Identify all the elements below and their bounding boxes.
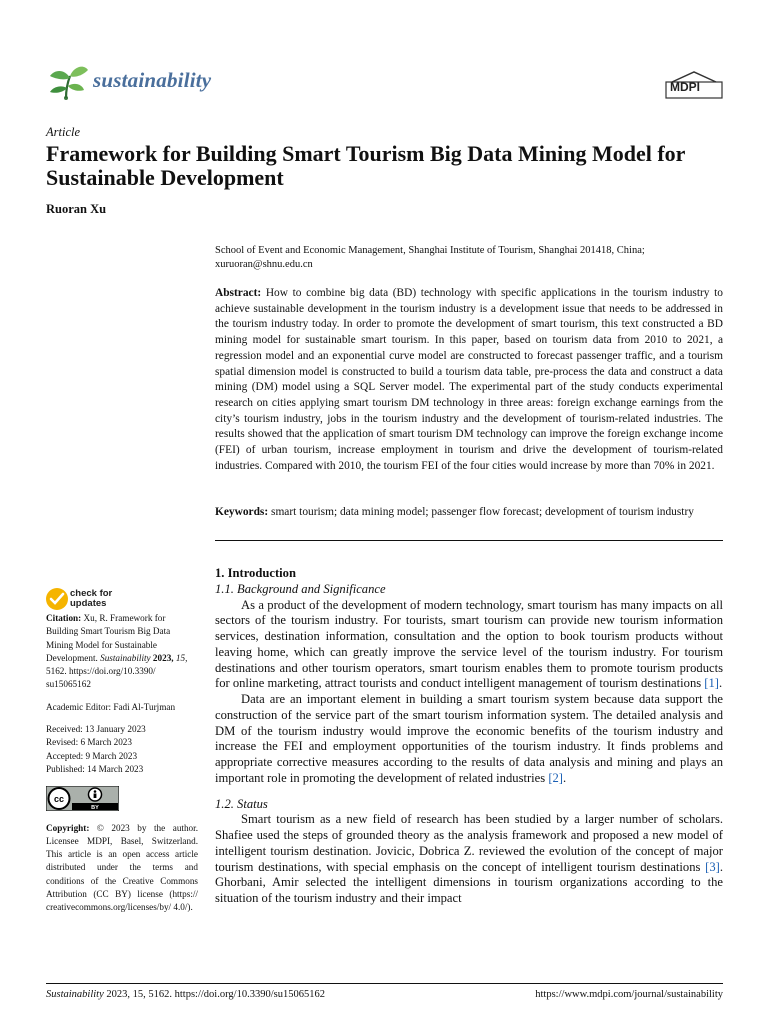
paragraph-text: . Ghorbani, Amir selected the intelligent dimensions in tourism organizations according to the situation of the tourism industry and their impact bbox=[215, 859, 723, 905]
citation-volume: 15, bbox=[175, 652, 188, 663]
footer-citation bbox=[46, 989, 325, 1000]
abstract-text: How to combine big data (BD) technology with specific applications in the tourism industry to achieve sustainable development in the tourism industry is a development issue that needs to be addressed in the tourism industry today. In order to promote the development of smart tourism, this text constructed a BD mining model for sustainable smart tourism. In this paper, based on tourism data from 2010 to 2021, a regression model and an exponential curve model are constructed to forecast passenger traffic, and a tourism spatial dimension model is constructed to build a tourism data table, pre-process the data and construct a data mining (DM) model using a SQL Server model. The experimental part of the study conducts experimental research on cities applying smart tourism DM technology in three areas: foreign exchange earnings from the city’s tourism industry, jobs in the tourism industry and the development of tourism-related industries. The results showed that the application of smart tourism DM technology can improve the foreign exchange income (FEI) of urban tourism, increase employment in tourism and drive the development of tourism-related industries. Compared with 2010, the tourism FEI of the four cities would increase by more than 70% in 2021. bbox=[215, 287, 723, 472]
journal-logo-icon bbox=[46, 62, 90, 102]
academic-editor: Academic Editor: Fadi Al-Turjman bbox=[46, 701, 176, 712]
article-type: Article bbox=[46, 125, 81, 139]
received-date: Received: 13 January 2023 bbox=[46, 724, 146, 735]
subsection-heading-background: 1.1. Background and Significance bbox=[215, 581, 386, 596]
article-info-sidebar bbox=[46, 612, 198, 915]
footer-journal-url[interactable]: https://www.mdpi.com/journal/sustainability bbox=[535, 989, 723, 1000]
copyright-notice bbox=[46, 822, 198, 915]
affiliation-line: School of Event and Economic Management, Shanghai Institute of Tourism, Shanghai 201418, China; bbox=[215, 245, 645, 256]
section-divider bbox=[215, 540, 723, 541]
updates-line: updates bbox=[70, 598, 107, 609]
accepted-date: Accepted: 9 March 2023 bbox=[46, 750, 138, 761]
citation-year: 2023, bbox=[152, 652, 174, 663]
affiliation bbox=[215, 244, 725, 272]
citation-text: Xu, R. Framework for Building Smart Tourism Big Data Mining Model for Sustainable Development. bbox=[46, 613, 171, 663]
author-email[interactable]: xuruoran@shnu.edu.cn bbox=[215, 259, 313, 270]
article-title: Framework for Building Smart Tourism Big Data Mining Model for Sustainable Development bbox=[46, 141, 686, 190]
keywords bbox=[215, 505, 723, 520]
check-for-updates-label[interactable] bbox=[70, 589, 112, 609]
citation-link[interactable]: [2] bbox=[548, 770, 563, 785]
journal-name: sustainability bbox=[93, 68, 212, 92]
svg-text:cc: cc bbox=[53, 794, 65, 805]
keywords-label: Keywords: bbox=[215, 506, 269, 518]
citation-label: Citation: bbox=[46, 613, 82, 623]
paragraph-text: As a product of the development of modern technology, smart tourism has many impacts on all sectors of the tourism industry. For tourists, smart tourism can provide new tourism information services, destination information, consultation and the option to book tourism products without leaving home, which can greatly improve the service level of the tourism industry. For tourism destinations and other tourism operators, smart tourism enables them to promote tourism products for online marketing, attract tourists and conduct intelligent management of tourism destinations bbox=[215, 597, 723, 691]
section-heading-introduction: 1. Introduction bbox=[215, 566, 296, 580]
article-body bbox=[215, 566, 723, 907]
paragraph: As a product of the development of modern technology, smart tourism has many impacts on all sectors of the tourism industry. For tourists, smart tourism can provide new tourism information services, destination information, consultation and the option to book tourism products without leaving home, which can greatly improve the service level of the tourism industry. For tourism destinations and other tourism operators, smart tourism enables them to promote tourism products for online marketing, attract tourists and conduct intelligent management of tourism destinations [1]. bbox=[215, 597, 723, 691]
published-date: Published: 14 March 2023 bbox=[46, 763, 144, 774]
paragraph: Data are an important element in building a smart tourism system because data support the construction of the service part of the smart tourism information system. The detailed analysis and DM of the tourism industry would improve the economic benefits of the tourism industry and increase the FEI and employment opportunities of the tourism industry. It finds problems and appropriate corrective measures according to the results of data analysis and mining and plays an important role in promoting the development of related industries [2]. bbox=[215, 692, 723, 785]
subsection-heading-status: 1.2. Status bbox=[215, 796, 268, 811]
citation-link[interactable]: [1] bbox=[704, 676, 719, 691]
footer-journal: Sustainability bbox=[46, 989, 104, 1000]
publisher-name: MDPI bbox=[670, 80, 700, 94]
cc-by-license-icon[interactable] bbox=[46, 786, 119, 811]
paragraph bbox=[215, 812, 723, 907]
copyright-label: Copyright: bbox=[46, 822, 90, 833]
footer-doi[interactable]: 2023, 15, 5162. https://doi.org/10.3390/su15065162 bbox=[106, 989, 325, 1000]
author-name: Ruoran Xu bbox=[46, 202, 107, 216]
footer-divider bbox=[46, 983, 723, 984]
citation-doi[interactable]: 5162. https://doi.org/10.3390/ su15065162 bbox=[46, 666, 156, 690]
paragraph-text: Data are an important element in building a smart tourism system because data support the construction of the service part of the smart tourism information system. The detailed analysis and DM of the tourism industry would improve the economic benefits of the tourism industry and increase the FEI and employment opportunities of the tourism industry. It finds problems and appropriate corrective measures according to the results of data analysis and mining and plays an important role in promoting the development of related industries bbox=[215, 692, 723, 785]
citation-journal: Sustainability bbox=[100, 652, 151, 663]
citation-link[interactable]: [3] bbox=[705, 859, 720, 874]
check-line: check for bbox=[70, 588, 113, 599]
keywords-text: smart tourism; data mining model; passenger flow forecast; development of tourism industry bbox=[271, 506, 694, 518]
cc-by-label: BY bbox=[91, 805, 99, 812]
copyright-text: © 2023 by the author. Licensee MDPI, Basel, Switzerland. This article is an open access article distributed under the terms and conditions of the Creative Commons Attribution (CC BY) license (https:// creativecommons.org/licenses/by/ 4.0/). bbox=[46, 822, 198, 913]
abstract-label: Abstract: bbox=[215, 287, 262, 299]
citation bbox=[46, 612, 198, 692]
revised-date: Revised: 6 March 2023 bbox=[46, 737, 132, 748]
paragraph-text: Smart tourism as a new field of research has been studied by a larger number of scholars. Shafiee used the steps of grounded theory as the analysis framework and proposed a new model of intelligent tourism destination. Jovicic, Dobrica Z. reviewed the evolution of the concept of major tourism destinations, with special emphasis on the concept of intelligent tourism destinations bbox=[215, 812, 723, 874]
abstract bbox=[215, 286, 723, 474]
